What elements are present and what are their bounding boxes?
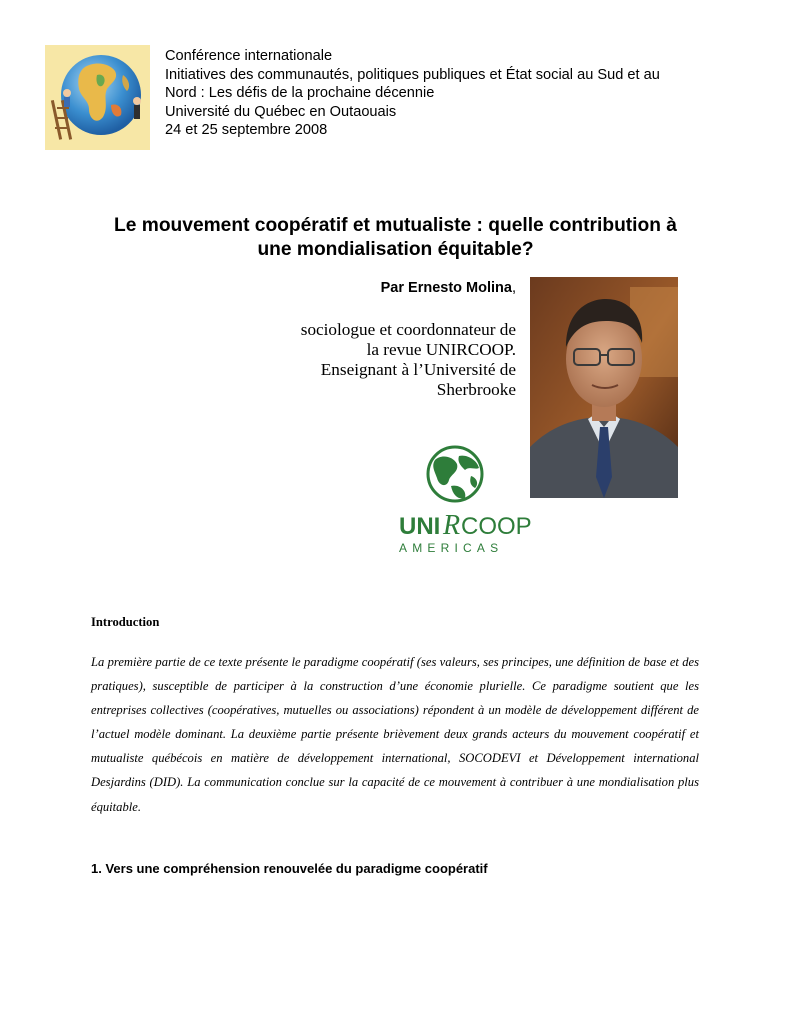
unircoop-globe-icon	[395, 442, 532, 557]
author-name: Par Ernesto Molina	[380, 280, 512, 296]
title-line-1: Le mouvement coopératif et mutualiste : quelle contribution à	[114, 215, 677, 236]
unircoop-logo	[395, 442, 532, 557]
author-bio	[256, 320, 516, 400]
conference-dates: 24 et 25 septembre 2008	[165, 122, 328, 139]
portrait-image	[530, 277, 678, 498]
bio-line-4: Sherbrooke	[436, 380, 516, 399]
document-title	[80, 214, 711, 262]
section-1-heading: 1. Vers une compréhension renouvelée du paradigme coopératif	[91, 861, 488, 876]
byline-comma: ,	[511, 280, 516, 296]
bio-line-1: sociologue et coordonnateur de	[300, 320, 516, 339]
conference-theme-line-1: Initiatives des communautés, politiques publiques et État social au Sud et au	[165, 66, 660, 83]
introduction-paragraph: La première partie de ce texte présente le paradigme coopératif (ses valeurs, ses principes, une définition de base et des pratiques), susceptible de participer à la construction d’une économie plurielle. Ce paradigme soutient que les entreprises collectives (coopératives, mutuelles ou associations) répondent à un modèle de développement différent de l’actuel modèle dominant. La deuxième partie présente brièvement deux grands acteurs du mouvement coopératif et mutualiste québécois en matière de développement international, SOCODEVI et Développement international Desjardins (DID). La communication conclue sur la capacité de ce mouvement à contribuer à une mondialisation plus équitable.	[91, 655, 699, 814]
conference-theme-line-2: Nord : Les défis de la prochaine décennie	[165, 85, 435, 102]
brand-coop: COOP	[461, 513, 532, 540]
bio-line-3: Enseignant à l’Université de	[320, 360, 516, 379]
introduction-heading: Introduction	[91, 615, 160, 629]
bio-line-2: la revue UNIRCOOP.	[366, 340, 516, 359]
brand-uni: UNI	[399, 513, 441, 540]
conference-name: Conférence internationale	[165, 48, 333, 64]
brand-americas: AMERICAS	[399, 541, 504, 555]
brand-r: R	[443, 510, 461, 541]
globe-icon	[45, 45, 150, 150]
conference-venue: Université du Québec en Outaouais	[165, 103, 397, 120]
title-line-2: une mondialisation équitable?	[257, 239, 534, 260]
author-portrait	[530, 277, 678, 498]
author-byline	[381, 280, 516, 296]
conference-header	[165, 47, 660, 140]
conference-logo	[45, 45, 150, 150]
